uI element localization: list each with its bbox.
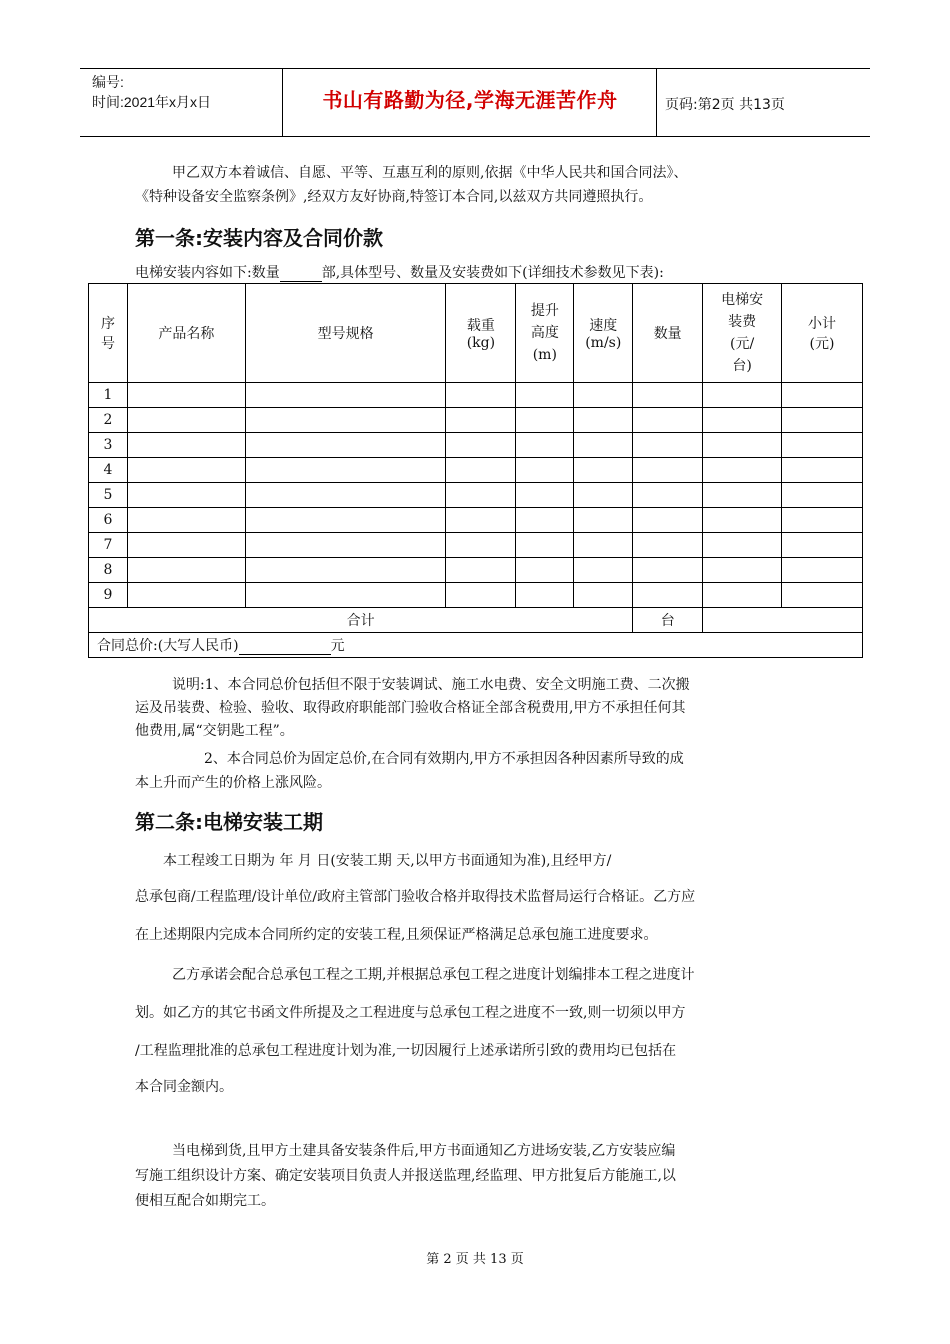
total-unit: 台 — [633, 608, 703, 633]
page-footer: 第 2 页 共 13 页 — [426, 1252, 524, 1267]
table-row: 1 — [89, 383, 863, 408]
header-install-fee: 电梯安 装费 (元/ 台) — [703, 284, 782, 383]
header-top-rule — [80, 68, 870, 69]
contract-total-row — [89, 633, 863, 658]
article-2-p3-line-3: 便相互配合如期完工。 — [135, 1193, 275, 1209]
header-page-info: 页码:第2页 共13页 — [665, 97, 785, 113]
article-2-p1-line-1: 本工程竣工日期为 年 月 日(安装工期 天,以甲方书面通知为准),且经甲方/ — [163, 853, 612, 869]
intro-line-2: 《特种设备安全监察条例》,经双方友好协商,特签订本合同,以兹双方共同遵照执行。 — [135, 189, 653, 205]
header-lift-height: 提升 高度 (m) — [516, 284, 574, 383]
article-1-content — [135, 262, 664, 282]
header-seq: 序 号 — [89, 284, 128, 383]
table-row: 6 — [89, 508, 863, 533]
article-2-p2-line-1: 乙方承诺会配合总承包工程之工期,并根据总承包工程之进度计划编排本工程之进度计 — [172, 967, 695, 983]
total-label: 合计 — [89, 608, 633, 633]
header-divider-right — [656, 68, 657, 136]
table-header-row — [89, 284, 863, 383]
table-row: 3 — [89, 433, 863, 458]
note-1-line-1: 说明:1、本合同总价包括但不限于安装调试、施工水电费、安全文明施工费、二次搬 — [172, 677, 690, 693]
header-quantity: 数量 — [633, 284, 703, 383]
note-2-line-2: 本上升而产生的价格上涨风险。 — [135, 775, 331, 791]
header-motto: 书山有路勤为径,学海无涯苦作舟 — [322, 88, 618, 112]
article-2-p1-line-2: 总承包商/工程监理/设计单位/政府主管部门验收合格并取得技术监督局运行合格证。乙方应 — [135, 889, 696, 905]
article-2-p3-line-2: 写施工组织设计方案、确定安装项目负责人并报送监理,经监理、甲方批复后方能施工,以 — [135, 1168, 676, 1184]
header-product-name: 产品名称 — [127, 284, 245, 383]
header-divider-left — [282, 68, 283, 136]
installation-table — [88, 283, 863, 658]
table-total-row — [89, 608, 863, 633]
table-row: 9 — [89, 583, 863, 608]
table-row: 5 — [89, 483, 863, 508]
header-load: 载重 (kg) — [446, 284, 516, 383]
document-number-label: 编号: — [92, 74, 124, 90]
article-2-p2-line-2: 划。如乙方的其它书函文件所提及之工程进度与总承包工程之进度不一致,则一切须以甲方 — [135, 1005, 686, 1021]
article-2-p2-line-3: /工程监理批准的总承包工程进度计划为准,一切因履行上述承诺所引致的费用均已包括在 — [135, 1043, 677, 1059]
table-row: 4 — [89, 458, 863, 483]
header-speed: 速度 (m/s) — [574, 284, 633, 383]
article-2-title: 第二条:电梯安装工期 — [135, 810, 323, 834]
note-1-line-2: 运及吊装费、检验、验收、取得政府职能部门验收合格证全部含税费用,甲方不承担任何其 — [135, 700, 686, 716]
header-model-spec: 型号规格 — [245, 284, 446, 383]
header-bottom-rule — [80, 136, 870, 137]
article-1-title: 第一条:安装内容及合同价款 — [135, 226, 383, 250]
article-2-p3-line-1: 当电梯到货,且甲方土建具备安装条件后,甲方书面通知乙方进场安装,乙方安装应编 — [172, 1143, 676, 1159]
intro-line-1: 甲乙双方本着诚信、自愿、平等、互惠互利的原则,依据《中华人民共和国合同法》、 — [172, 165, 688, 181]
table-row: 8 — [89, 558, 863, 583]
quantity-blank — [280, 265, 322, 282]
content-suffix: 部,具体型号、数量及安装费如下(详细技术参数见下表): — [321, 265, 664, 281]
header-subtotal: 小计 (元) — [782, 284, 863, 383]
header-meta — [92, 72, 211, 112]
table-row: 2 — [89, 408, 863, 433]
content-prefix: 电梯安装内容如下:数量 — [135, 265, 280, 281]
note-2-line-1: 2、本合同总价为固定总价,在合同有效期内,甲方不承担因各种因素所导致的成 — [204, 751, 684, 767]
note-1-line-3: 他费用,属“交钥匙工程”。 — [135, 723, 294, 739]
article-2-p2-line-4: 本合同金额内。 — [135, 1079, 233, 1095]
table-row: 7 — [89, 533, 863, 558]
article-2-p1-line-3: 在上述期限内完成本合同所约定的安装工程,且须保证严格满足总承包施工进度要求。 — [135, 927, 658, 943]
contract-total: 合同总价:(大写人民币) 元 — [89, 633, 863, 658]
document-time-label: 时间:2021年x月x日 — [92, 94, 212, 110]
